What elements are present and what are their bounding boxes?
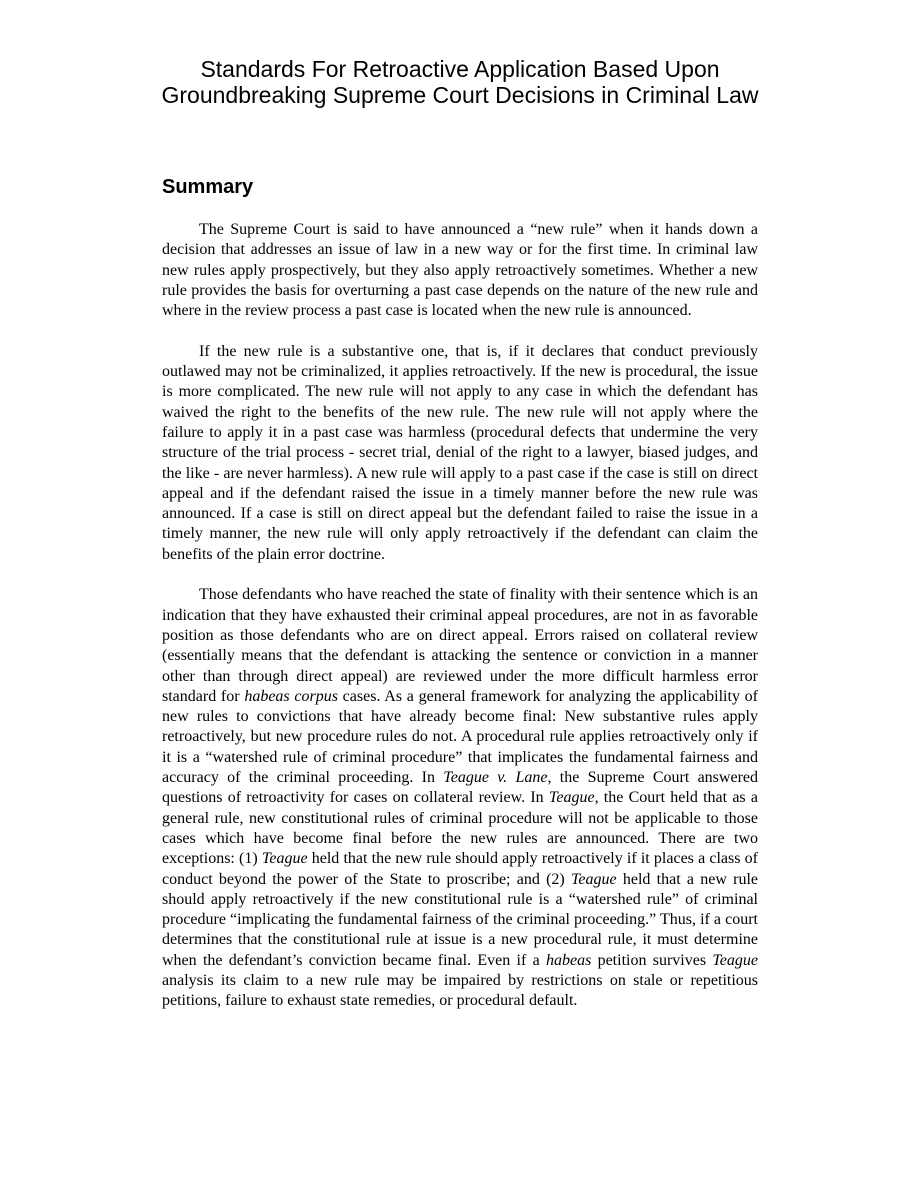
case-name-teague-v-lane: Teague v. Lane	[443, 769, 548, 787]
case-name-teague: Teague	[548, 789, 595, 807]
case-term-habeas: habeas	[545, 951, 592, 969]
section-heading-summary: Summary	[162, 176, 254, 198]
paragraph-1: The Supreme Court is said to have announced a “new rule” when it hands down a decision that addresses an issue of law in a new way or for the first time. In criminal law new rules apply prospectively, but they also apply retroactively sometimes. Whether a new rule provides the basis for overturning a past case depends on the nature of the new rule and where in the review process a past case is located when the new rule is announced.	[162, 221, 758, 320]
paragraph-3-text: held that a new rule should apply retroactively if the new constitutional rule is a “watershed rule” of criminal procedure “implicating the fundamental fairness of the criminal proceeding.” Thus, if a court determines that the constitutional rule at issue is a new procedural rule, it must determine when the defendant’s conviction became final. Even if a	[162, 870, 759, 969]
page-title: Standards For Retroactive Application Based Upon Groundbreaking Supreme Court Decisions in Criminal Law	[161, 56, 759, 108]
case-term-habeas-corpus: habeas corpus	[244, 687, 338, 705]
paragraph-3-text: cases. As a general framework for analyzing the applicability of new rules to convictions that have already become final: New substantive rules apply retroactively, but new procedure rules do not. A procedural rule applies retroactively only if it is a “watershed rule of criminal procedure” that implicates the fundamental fairness and accuracy of the criminal proceeding. In	[162, 687, 758, 787]
paragraph-2: If the new rule is a substantive one, that is, if it declares that conduct previously outlawed may not be criminalized, it applies retroactively. If the new is procedural, the issue is more complicated. The new rule will not apply to any case in which the defendant has waived the right to the benefits of the new rule. The new rule will not apply where the failure to apply it in a past case was harmless (procedural defects that undermine the very structure of the trial process - secret trial, denial of the right to a lawyer, biased judges, and the like - are never harmless). A new rule will apply to a past case if the case is still on direct appeal and if the defendant raised the issue in a timely manner before the new rule was announced. If a case is still on direct appeal but the defendant failed to raise the issue in a timely manner, the new rule will only apply retroactively if the defendant can claim the benefits of the plain error doctrine.	[162, 342, 758, 563]
case-name-teague: Teague	[261, 850, 308, 868]
paragraph-3-text: held that the new rule should apply retroactively if it places a class of conduct beyond the power of the State to proscribe; and (2)	[162, 850, 758, 888]
paragraph-3	[162, 585, 758, 1011]
case-name-teague: Teague	[570, 870, 617, 888]
paragraph-3-text: , the Supreme Court answered questions of retroactivity for cases on collateral review. In	[162, 769, 758, 807]
case-name-teague: Teague	[712, 951, 758, 969]
paragraph-3-text: petition survives	[591, 951, 713, 969]
paragraph-3-text: Those defendants who have reached the state of finality with their sentence which is an indication that they have exhausted their criminal appeal procedures, are not in as favorable position as those defendants who are on direct appeal. Errors raised on collateral review (essentially means that the defendant is attacking the sentence or conviction in a manner other than through direct appeal) are reviewed under the more difficult harmless error standard for	[162, 586, 758, 705]
document-body	[162, 220, 758, 1012]
paragraph-3-text: , the Court held that as a general rule, new constitutional rules of criminal procedure will not be applicable to those cases which have become final before the new rules are announced. There are two exceptions: (1)	[162, 789, 758, 868]
paragraph-3-text: analysis its claim to a new rule may be impaired by restrictions on stale or repetitious petitions, failure to exhaust state remedies, or procedural default.	[162, 971, 758, 1010]
